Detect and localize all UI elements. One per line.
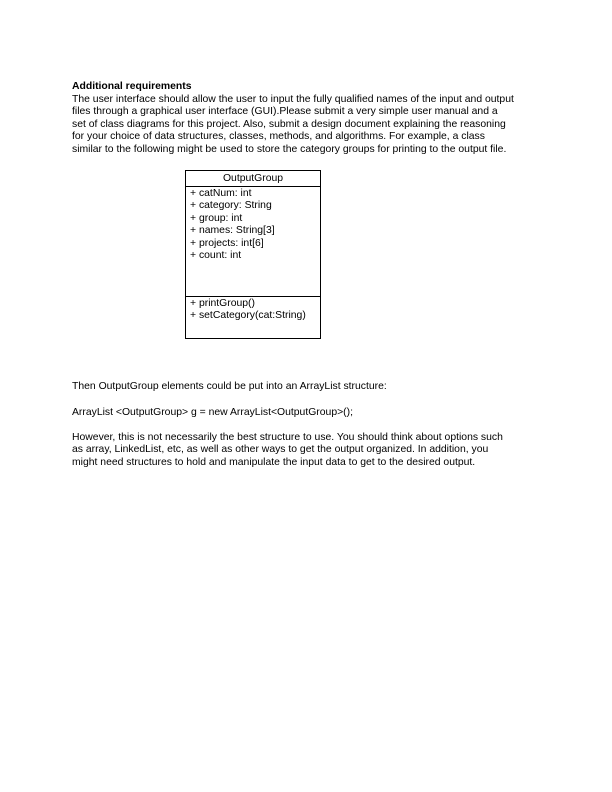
uml-class-name: OutputGroup xyxy=(186,171,320,187)
uml-attribute: + names: String[3] xyxy=(190,225,275,237)
uml-attribute: + catNum: int xyxy=(190,188,252,199)
uml-attribute: + projects: int[6] xyxy=(190,237,264,249)
closing-paragraph xyxy=(72,432,552,469)
uml-methods-section xyxy=(186,297,320,323)
uml-method: + printGroup() xyxy=(190,298,255,309)
uml-method: + setCategory(cat:String) xyxy=(190,310,306,322)
paragraph-line: for your choice of data structures, classes, methods, and algorithms. For example, a class xyxy=(72,131,485,143)
uml-attribute: + count: int xyxy=(190,250,242,262)
paragraph-line: files through a graphical user interface (GUI).Please submit a very simple user manual and a xyxy=(72,106,498,118)
paragraph-line: similar to the following might be used to store the category groups for printing to the output file. xyxy=(72,143,507,155)
uml-attribute: + group: int xyxy=(190,212,243,224)
paragraph-line: The user interface should allow the user to input the fully qualified names of the input and output xyxy=(72,94,514,105)
uml-attributes-section xyxy=(186,187,320,297)
paragraph-line: set of class diagrams for this project. Also, submit a design document explaining the reasoning xyxy=(72,118,506,130)
uml-class-diagram xyxy=(185,170,321,339)
paragraph-line: However, this is not necessarily the best structure to use. You should think about options such xyxy=(72,432,503,443)
code-example: ArrayList <OutputGroup> g = new ArrayList<OutputGroup>(); xyxy=(72,407,353,418)
paragraph-line: might need structures to hold and manipulate the input data to get to the desired output. xyxy=(72,456,476,468)
section-heading: Additional requirements xyxy=(72,81,192,92)
paragraph-line: as array, LinkedList, etc, as well as other ways to get the output organized. In addition, you xyxy=(72,444,489,456)
uml-attribute: + category: String xyxy=(190,200,272,212)
arraylist-intro-text: Then OutputGroup elements could be put into an ArrayList structure: xyxy=(72,381,387,392)
requirements-paragraph xyxy=(72,94,552,156)
